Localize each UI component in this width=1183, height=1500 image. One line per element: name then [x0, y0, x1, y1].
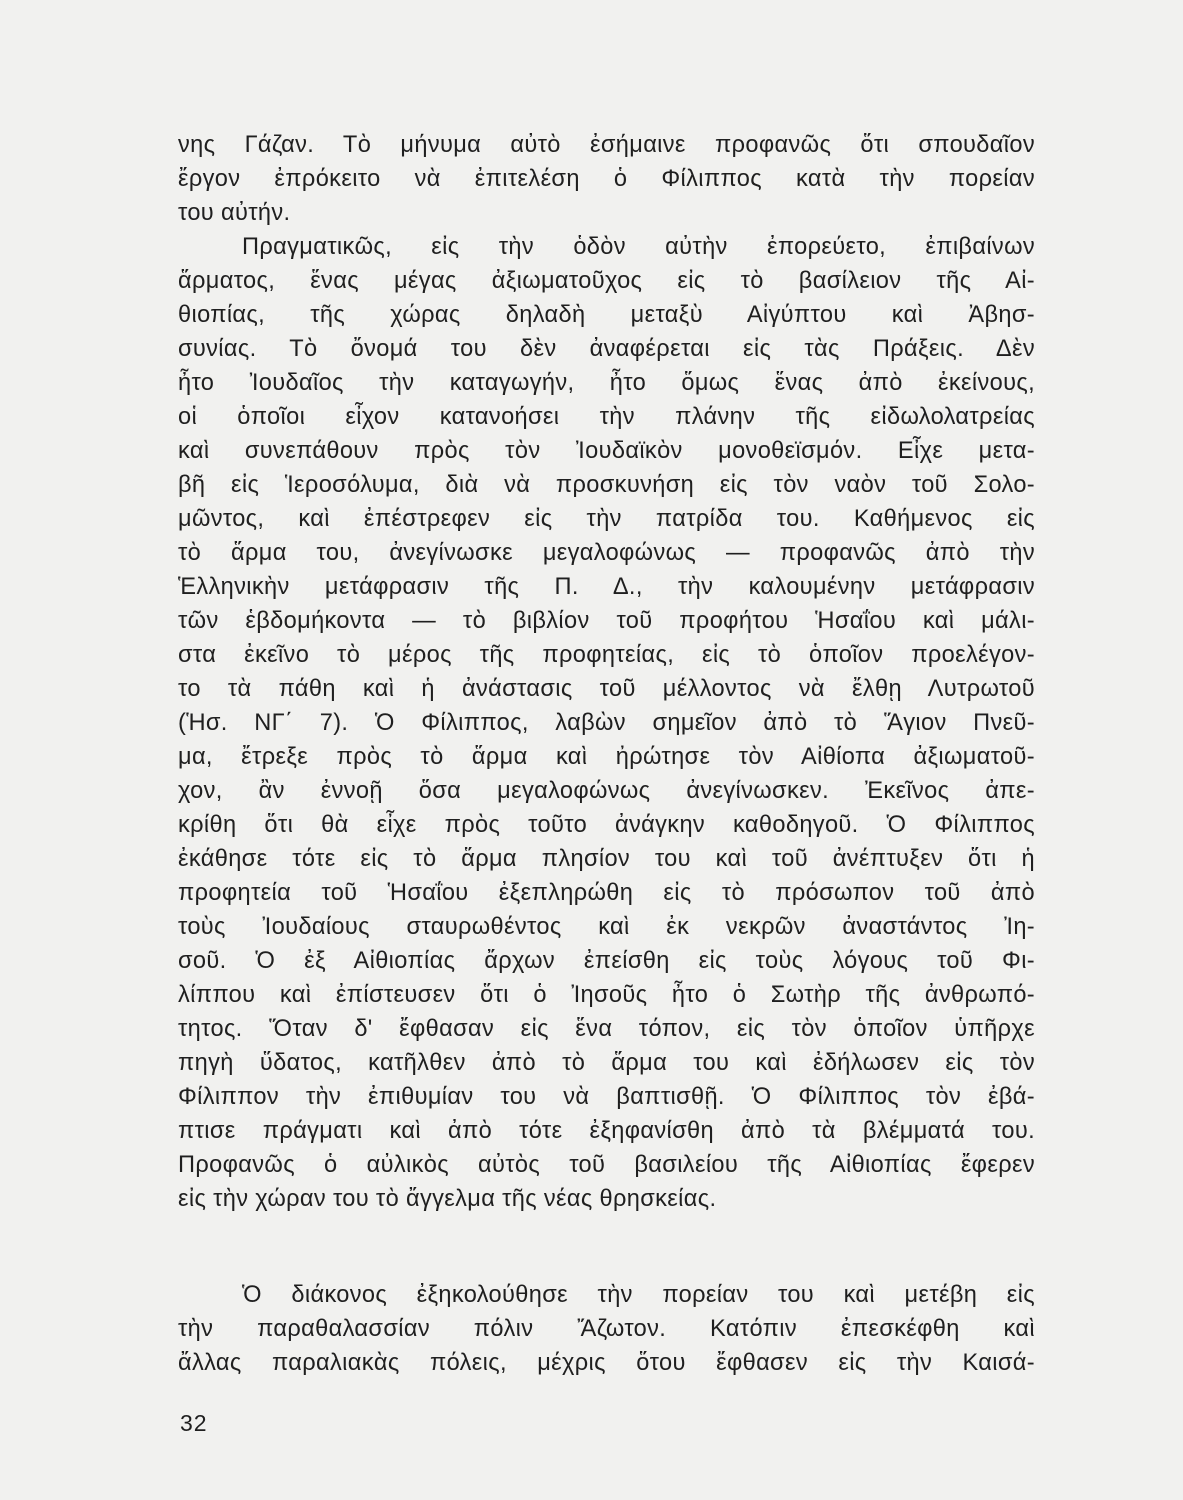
final-paragraph: [178, 1278, 1035, 1380]
text-line: βῆ εἰς Ἱεροσόλυμα, διὰ νὰ προσκυνήση εἰς τὸν ναὸν τοῦ Σολο-: [178, 472, 1035, 498]
text-line: κρίθη ὅτι θὰ εἶχε πρὸς τοῦτο ἀνάγκην καθοδηγοῦ. Ὁ Φίλιππος: [178, 812, 1035, 838]
text-line: προφητεία τοῦ Ἡσαΐου ἐξεπληρώθη εἰς τὸ πρόσωπον τοῦ ἀπὸ: [178, 880, 1035, 906]
text-line: τὴν παραθαλασσίαν πόλιν Ἄζωτον. Κατόπιν ἐπεσκέφθη καὶ: [178, 1316, 1035, 1342]
text-line: χον, ἂν ἐννοῇ ὅσα μεγαλοφώνως ἀνεγίνωσκεν. Ἐκεῖνος ἀπε-: [178, 778, 1035, 804]
text-line: νης Γάζαν. Τὸ μήνυμα αὐτὸ ἐσήμαινε προφανῶς ὅτι σπουδαῖον: [178, 132, 1035, 158]
text-line: Ἑλληνικὴν μετάφρασιν τῆς Π. Δ., τὴν καλουμένην μετάφρασιν: [178, 574, 1035, 600]
text-line: ἅρματος, ἕνας μέγας ἀξιωματοῦχος εἰς τὸ βασίλειον τῆς Αἰ-: [178, 268, 1035, 294]
text-line: πτισε πράγματι καὶ ἀπὸ τότε ἐξηφανίσθη ἀπὸ τὰ βλέμματά του.: [178, 1118, 1035, 1144]
text-line: καὶ συνεπάθουν πρὸς τὸν Ἰουδαϊκὸν μονοθεϊσμόν. Εἶχε μετα-: [178, 438, 1035, 464]
text-line: οἱ ὁποῖοι εἶχον κατανοήσει τὴν πλάνην τῆς εἰδωλολατρείας: [178, 404, 1035, 430]
text-line: ἦτο Ἰουδαῖος τὴν καταγωγήν, ἦτο ὅμως ἕνας ἀπὸ ἐκείνους,: [178, 370, 1035, 396]
text-line: Προφανῶς ὁ αὐλικὸς αὐτὸς τοῦ βασιλείου τῆς Αἰθιοπίας ἔφερεν: [178, 1152, 1035, 1178]
text-line: (Ἡσ. ΝΓ΄ 7). Ὁ Φίλιππος, λαβὼν σημεῖον ἀπὸ τὸ Ἅγιον Πνεῦ-: [178, 710, 1035, 736]
text-line: ἔργον ἐπρόκειτο νὰ ἐπιτελέση ὁ Φίλιππος κατὰ τὴν πορείαν: [178, 166, 1035, 192]
text-line: τῶν ἑβδομήκοντα — τὸ βιβλίον τοῦ προφήτου Ἡσαΐου καὶ μάλι-: [178, 608, 1035, 634]
text-line: ἄλλας παραλιακὰς πόλεις, μέχρις ὅτου ἔφθασεν εἰς τὴν Καισά-: [178, 1350, 1035, 1376]
text-line: του αὐτήν.: [178, 200, 291, 226]
text-line: το τὰ πάθη καὶ ἡ ἀνάστασις τοῦ μέλλοντος νὰ ἔλθῃ Λυτρωτοῦ: [178, 676, 1035, 702]
text-line: θιοπίας, τῆς χώρας δηλαδὴ μεταξὺ Αἰγύπτου καὶ Ἀβησ-: [178, 302, 1035, 328]
main-text-block: [178, 128, 1035, 1216]
text-line: ἐκάθησε τότε εἰς τὸ ἅρμα πλησίον του καὶ τοῦ ἀνέπτυξεν ὅτι ἡ: [178, 846, 1035, 872]
text-line: σοῦ. Ὁ ἐξ Αἰθιοπίας ἄρχων ἐπείσθη εἰς τοὺς λόγους τοῦ Φι-: [178, 948, 1035, 974]
text-line: Ὁ διάκονος ἐξηκολούθησε τὴν πορείαν του καὶ μετέβη εἰς: [242, 1282, 1035, 1308]
page-number: 32: [180, 1410, 208, 1436]
text-line: τοὺς Ἰουδαίους σταυρωθέντος καὶ ἐκ νεκρῶν ἀναστάντος Ἰη-: [178, 914, 1035, 940]
text-line: συνίας. Τὸ ὄνομά του δὲν ἀναφέρεται εἰς τὰς Πράξεις. Δὲν: [178, 336, 1035, 362]
text-line: τὸ ἅρμα του, ἀνεγίνωσκε μεγαλοφώνως — προφανῶς ἀπὸ τὴν: [178, 540, 1035, 566]
text-line: πηγὴ ὕδατος, κατῆλθεν ἀπὸ τὸ ἅρμα του καὶ ἐδήλωσεν εἰς τὸν: [178, 1050, 1035, 1076]
text-line: Φίλιππον τὴν ἐπιθυμίαν του νὰ βαπτισθῇ. Ὁ Φίλιππος τὸν ἐβά-: [178, 1084, 1035, 1110]
text-line: μῶντος, καὶ ἐπέστρεφεν εἰς τὴν πατρίδα του. Καθήμενος εἰς: [178, 506, 1035, 532]
text-line: μα, ἔτρεξε πρὸς τὸ ἅρμα καὶ ἠρώτησε τὸν Αἰθίοπα ἀξιωματοῦ-: [178, 744, 1035, 770]
text-line: Πραγματικῶς, εἰς τὴν ὁδὸν αὐτὴν ἐπορεύετο, ἐπιβαίνων: [242, 234, 1035, 260]
text-line: λίππου καὶ ἐπίστευσεν ὅτι ὁ Ἰησοῦς ἦτο ὁ Σωτὴρ τῆς ἀνθρωπό-: [178, 982, 1035, 1008]
text-line: στα ἐκεῖνο τὸ μέρος τῆς προφητείας, εἰς τὸ ὁποῖον προελέγον-: [178, 642, 1035, 668]
text-line: τητος. Ὅταν δ' ἔφθασαν εἰς ἕνα τόπον, εἰς τὸν ὁποῖον ὑπῆρχε: [178, 1016, 1035, 1042]
text-line: εἰς τὴν χώραν του τὸ ἄγγελμα τῆς νέας θρησκείας.: [178, 1186, 717, 1212]
